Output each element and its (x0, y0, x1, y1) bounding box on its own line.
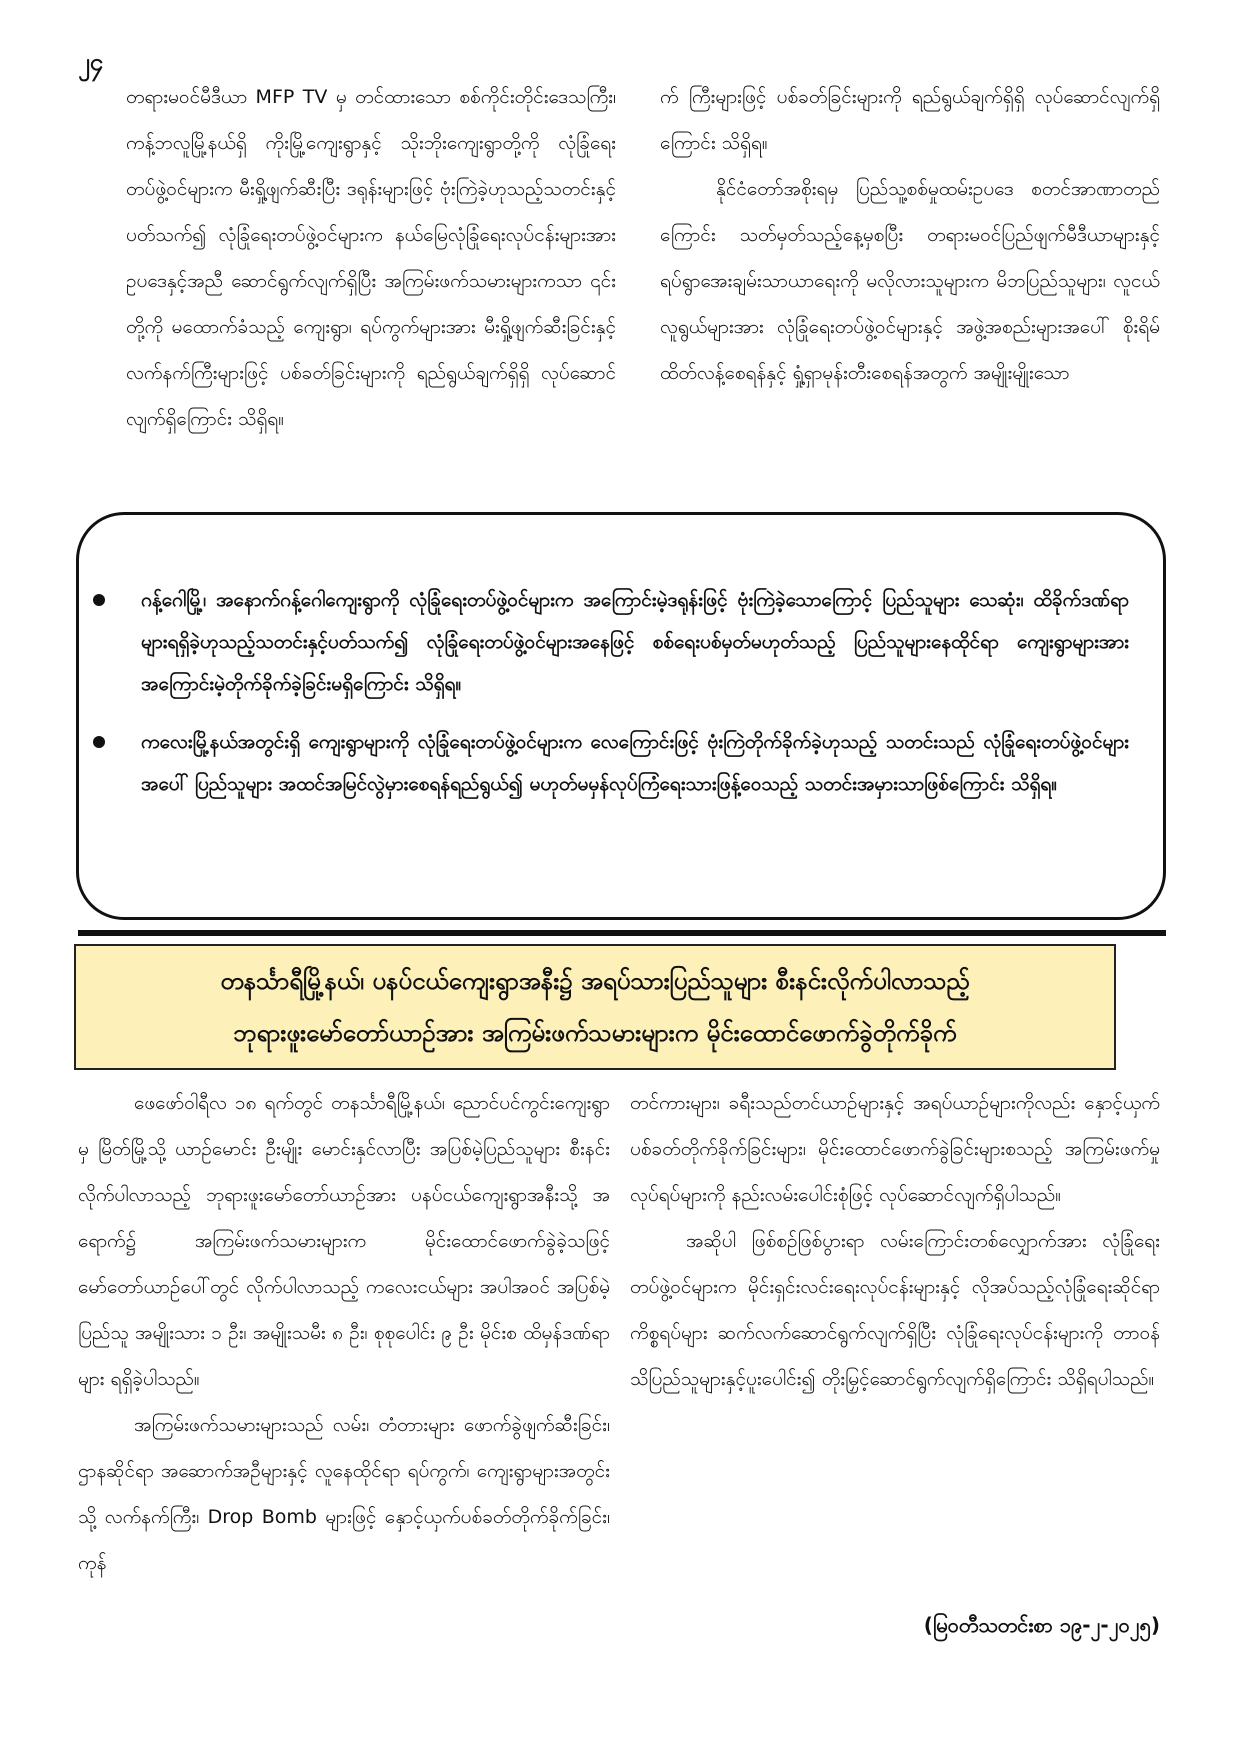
page-number: ၂၄ (78, 48, 104, 76)
paragraph: နိုင်ငံတော်အစိုးရမှ ပြည်သူ့စစ်မှုထမ်းဥပဒေ စတင်အာဏာတည်ကြောင်း သတ်မှတ်သည့်နေ့မှစပြီး တရားမဝင်ပြည်ဖျက်မီဒီယာများနှင့် ရပ်ရွာအေးချမ်းသာယာရေးကို မလိုလားသူများက မိဘပြည်သူများ၊ လူငယ်လူရွယ်များအား လုံခြုံရေးတပ်ဖွဲ့ဝင်များနှင့် အဖွဲ့အစည်းများအပေါ် စိုးရိမ်ထိတ်လန့်စေရန်နှင့် ရှုံ့ရှာမုန်းတီးစေရန်အတွက် အမျိုးမျိုးသော (660, 178, 1160, 384)
paragraph: အဆိုပါ ဖြစ်စဉ်ဖြစ်ပွားရာ လမ်းကြောင်းတစ်လျှောက်အား လုံခြုံရေးတပ်ဖွဲ့ဝင်များက မိုင်းရှင်းလင်းရေးလုပ်ငန်းများနှင့် လိုအပ်သည့်လုံခြုံရေးဆိုင်ရာကိစ္စရပ်များ ဆက်လက်ဆောင်ရွက်လျက်ရှိပြီး လုံခြုံရေးလုပ်ငန်းများကို တာဝန်သိပြည်သူများနှင့်ပူးပေါင်း၍ တိုးမြှင့်ဆောင်ရွက်လျက်ရှိကြောင်း သိရှိရပါသည်။ (630, 1230, 1160, 1390)
paragraph: ဖေဖော်ဝါရီလ ၁၈ ရက်တွင် တနင်္သာရီမြို့နယ်၊ ညောင်ပင်ကွင်းကျေးရွာမှ မြိတ်မြို့သို့ ယာဉ်မောင်း ဦးမျိုး မောင်းနှင်လာပြီး အပြစ်မဲ့ပြည်သူများ စီးနင်းလိုက်ပါလာသည့် ဘုရားဖူးမော်တော်ယာဉ်အား ပနပ်ငယ်ကျေးရွာအနီးသို့ အရောက်၌ အကြမ်းဖက်သမားများက မိုင်းထောင်ဖောက်ခွဲခဲ့သဖြင့် မော်တော်ယာဉ်ပေါ်တွင် လိုက်ပါလာသည့် ကလေးငယ်များ အပါအဝင် အပြစ်မဲ့ပြည်သူ အမျိုးသား ၁ ဦး၊ အမျိုးသမီး ၈ ဦး၊ စုစုပေါင်း ၉ ဦး မိုင်းစ ထိမှန်ဒဏ်ရာများ ရရှိခဲ့ပါသည်။ (78, 1092, 610, 1390)
headline-line-1: တနင်္သာရီမြို့နယ်၊ ပနပ်ငယ်ကျေးရွာအနီး၌ အရပ်သားပြည်သူများ စီးနင်းလိုက်ပါလာသည့် (220, 967, 970, 995)
paragraph: အကြမ်းဖက်သမားများသည် လမ်း၊ တံတားများ ဖောက်ခွဲဖျက်ဆီးခြင်း၊ ဌာနဆိုင်ရာ အဆောက်အဦများနှင့် လူနေထိုင်ရာ ရပ်ကွက်၊ ကျေးရွာများအတွင်းသို့ လက်နက်ကြီး၊ Drop Bomb များဖြင့် နှောင့်ယှက်ပစ်ခတ်တိုက်ခိုက်ခြင်း၊ ကုန် (78, 1414, 610, 1574)
callout-text: ဂန့်ဂေါမြို့၊ အနောက်ဂန့်ဂေါကျေးရွာကို လုံခြုံရေးတပ်ဖွဲ့ဝင်များက အကြောင်းမဲ့ဒရုန်းဖြင့် ဗုံးကြဲခဲ့သောကြောင့် ပြည်သူများ သေဆုံး၊ ထိခိုက်ဒဏ်ရာများရရှိခဲ့ဟုသည့်သတင်းနှင့်ပတ်သက်၍ လုံခြုံရေးတပ်ဖွဲ့ဝင်များအနေဖြင့် စစ်ရေးပစ်မှတ်မဟုတ်သည့် ပြည်သူများနေထိုင်ရာ ကျေးရွာများအား အကြောင်းမဲ့တိုက်ခိုက်ခဲ့ခြင်းမရှိကြောင်း သိရှိရ။ (141, 589, 1129, 695)
callout-box (76, 512, 1166, 920)
callout-item (141, 721, 1129, 805)
source-citation: (မြဝတီသတင်းစာ ၁၉-၂-၂၀၂၅) (923, 1613, 1160, 1637)
bullet-icon (93, 594, 105, 606)
bottom-left-column (78, 1080, 610, 1700)
headline-line-2: ဘုရားဖူးမော်တော်ယာဉ်အား အကြမ်းဖက်သမားများက မိုင်းထောင်ဖောက်ခွဲတိုက်ခိုက် (233, 1019, 957, 1047)
divider (78, 930, 1166, 936)
callout-item (141, 579, 1129, 705)
paragraph: တင်ကားများ၊ ခရီးသည်တင်ယာဉ်များနှင့် အရပ်ယာဉ်များကိုလည်း နှောင့်ယှက်ပစ်ခတ်တိုက်ခိုက်ခြင်းများ၊ မိုင်းထောင်ဖောက်ခွဲခြင်းများစသည့် အကြမ်းဖက်မှုလုပ်ရပ်များကို နည်းလမ်းပေါင်းစုံဖြင့် လုပ်ဆောင်လျက်ရှိပါသည်။ (630, 1092, 1160, 1206)
continuation-text: က် ကြီးများဖြင့် ပစ်ခတ်ခြင်းများကို ရည်ရွယ်ချက်ရှိရှိ လုပ်ဆောင်လျက်ရှိကြောင်း သိရှိရ။ (660, 86, 1160, 154)
headline-box (74, 944, 1116, 1070)
top-right-column (660, 74, 1160, 504)
callout-text: ကလေးမြို့နယ်အတွင်းရှိ ကျေးရွာများကို လုံခြုံရေးတပ်ဖွဲ့ဝင်များက လေကြောင်းဖြင့် ဗုံးကြဲတိုက်ခိုက်ခဲ့ဟုသည့် သတင်းသည် လုံခြုံရေးတပ်ဖွဲ့ဝင်များအပေါ် ပြည်သူများ အထင်အမြင်လွဲမှားစေရန်ရည်ရွယ်၍ မဟုတ်မမှန်လုပ်ကြံရေးသားဖြန့်ဝေသည့် သတင်းအမှားသာဖြစ်ကြောင်း သိရှိရ။ (141, 731, 1129, 795)
bullet-text: တရားမဝင်မီဒီယာ MFP TV မှ တင်ထားသော စစ်ကိုင်းတိုင်းဒေသကြီး၊ ကန့်ဘလူမြို့နယ်ရှိ ကိုးမြို့ကျေးရွာနှင့် သိုးဘိုးကျေးရွာတို့ကို လုံခြုံရေးတပ်ဖွဲ့ဝင်များက မီးရှို့ဖျက်ဆီးပြီး ဒရုန်းများဖြင့် ဗုံးကြဲခဲ့ဟုသည့်သတင်းနှင့်ပတ်သက်၍ လုံခြုံရေးတပ်ဖွဲ့ဝင်များက နယ်မြေလုံခြုံရေးလုပ်ငန်းများအား ဥပဒေနှင့်အညီ ဆောင်ရွက်လျက်ရှိပြီး အကြမ်းဖက်သမားများကသာ ၎င်းတို့ကို မထောက်ခံသည့် ကျေးရွာ၊ ရပ်ကွက်များအား မီးရှို့ဖျက်ဆီးခြင်းနှင့် လက်နက်ကြီးများဖြင့် ပစ်ခတ်ခြင်းများကို ရည်ရွယ်ချက်ရှိရှိ လုပ်ဆောင်လျက်ရှိကြောင်း သိရှိရ။ (126, 86, 616, 430)
top-left-column (126, 74, 616, 504)
bullet-icon (93, 736, 105, 748)
bottom-right-column (630, 1080, 1160, 1600)
bullet-item (126, 74, 616, 442)
